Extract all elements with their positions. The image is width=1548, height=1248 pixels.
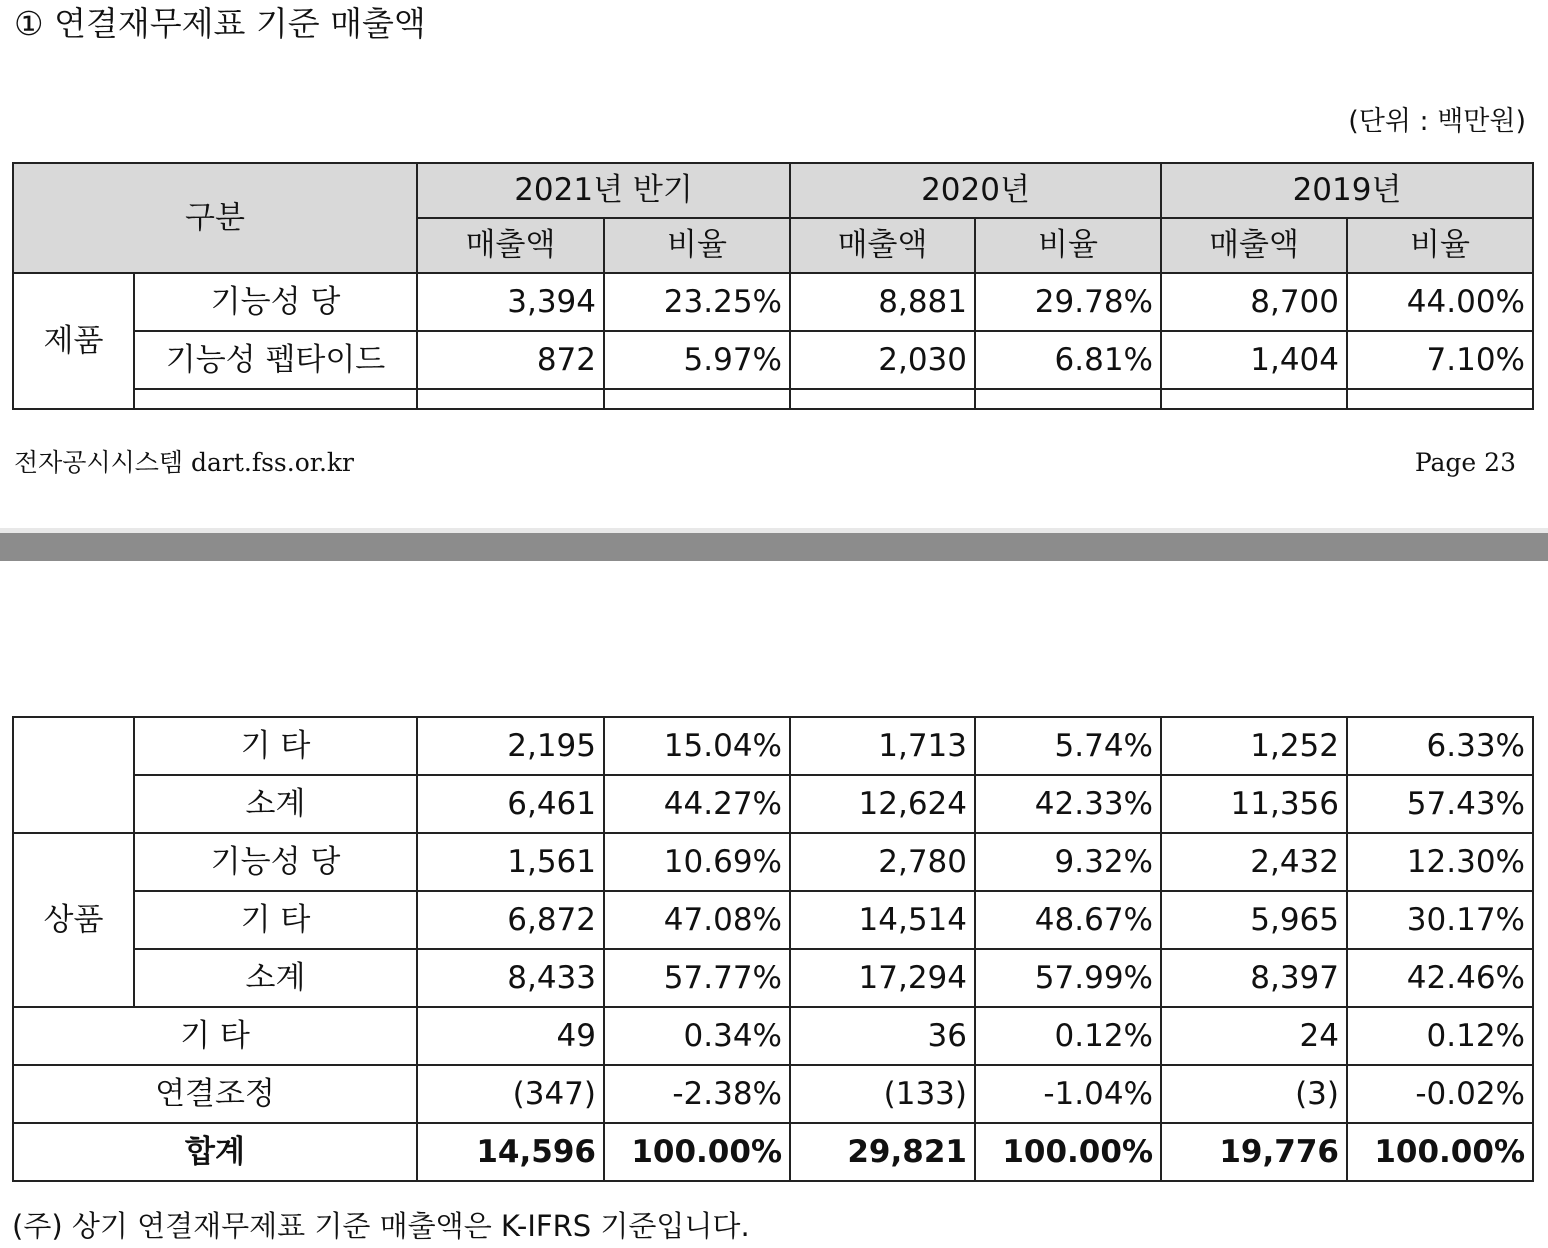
sales-table-top [12, 162, 1534, 410]
table-row [13, 1007, 1533, 1065]
cell-ratio: 12.30% [1347, 833, 1533, 891]
table-row [13, 717, 1533, 775]
group-product: 제품 [13, 273, 134, 409]
cell-ratio: 42.46% [1347, 949, 1533, 1007]
cell-ratio: 57.43% [1347, 775, 1533, 833]
table-row-cut [13, 389, 1533, 409]
cell-sales: 3,394 [417, 273, 604, 331]
cell-ratio: 5.97% [604, 331, 790, 389]
cell-sales: 29,821 [790, 1123, 975, 1181]
cell-sales: 8,881 [790, 273, 975, 331]
cell-ratio: 48.67% [975, 891, 1161, 949]
cell-ratio: 47.08% [604, 891, 790, 949]
table-row-total [13, 1123, 1533, 1181]
cell-ratio: 57.99% [975, 949, 1161, 1007]
cell-ratio: 29.78% [975, 273, 1161, 331]
cell-ratio: 6.33% [1347, 717, 1533, 775]
row-label-total: 합계 [13, 1123, 417, 1181]
cell-sales: 872 [417, 331, 604, 389]
cell-sales: 1,404 [1161, 331, 1347, 389]
table-row [13, 891, 1533, 949]
cell-ratio: 6.81% [975, 331, 1161, 389]
cell-ratio: -1.04% [975, 1065, 1161, 1123]
cell-ratio: 44.00% [1347, 273, 1533, 331]
table-row [13, 949, 1533, 1007]
cell-ratio: 57.77% [604, 949, 790, 1007]
row-label: 기 타 [134, 717, 417, 775]
cell-ratio: 100.00% [1347, 1123, 1533, 1181]
cell-sales: 1,713 [790, 717, 975, 775]
sales-table-bottom [12, 716, 1534, 1182]
header-ratio: 비율 [1347, 218, 1533, 273]
cell-sales: 12,624 [790, 775, 975, 833]
cell-sales: 14,514 [790, 891, 975, 949]
row-label: 소계 [134, 775, 417, 833]
group-goods: 상품 [13, 833, 134, 1007]
row-label-adjustment: 연결조정 [13, 1065, 417, 1123]
cell-ratio: 0.12% [975, 1007, 1161, 1065]
table-row [13, 273, 1533, 331]
header-sales: 매출액 [417, 218, 604, 273]
cell-ratio: 7.10% [1347, 331, 1533, 389]
row-label: 기능성 펩타이드 [134, 331, 417, 389]
unit-label: (단위 : 백만원) [1348, 106, 1526, 137]
cell-sales: 8,700 [1161, 273, 1347, 331]
cell-ratio: 30.17% [1347, 891, 1533, 949]
cell-sales: 1,561 [417, 833, 604, 891]
cell-sales: 24 [1161, 1007, 1347, 1065]
row-label: 기능성 당 [134, 273, 417, 331]
header-category: 구분 [13, 163, 417, 273]
table-row [13, 1065, 1533, 1123]
cell-sales: 1,252 [1161, 717, 1347, 775]
row-label: 기 타 [134, 891, 417, 949]
cell-ratio: -2.38% [604, 1065, 790, 1123]
group-product-continued [13, 717, 134, 833]
row-label: 기능성 당 [134, 833, 417, 891]
cell-sales: 36 [790, 1007, 975, 1065]
cell-ratio: 0.12% [1347, 1007, 1533, 1065]
cell-ratio: 15.04% [604, 717, 790, 775]
footer-page-number: Page 23 [1414, 448, 1516, 477]
cell-sales: 2,432 [1161, 833, 1347, 891]
cell-sales: (133) [790, 1065, 975, 1123]
cell-ratio: 100.00% [604, 1123, 790, 1181]
cell-ratio: 44.27% [604, 775, 790, 833]
cell-sales: 5,965 [1161, 891, 1347, 949]
header-ratio: 비율 [975, 218, 1161, 273]
cell-ratio: -0.02% [1347, 1065, 1533, 1123]
cell-ratio: 10.69% [604, 833, 790, 891]
cell-sales: 2,780 [790, 833, 975, 891]
cell-sales: 14,596 [417, 1123, 604, 1181]
cell-ratio: 9.32% [975, 833, 1161, 891]
cell-ratio: 100.00% [975, 1123, 1161, 1181]
header-sales: 매출액 [1161, 218, 1347, 273]
header-period-2019: 2019년 [1161, 163, 1533, 218]
header-sales: 매출액 [790, 218, 975, 273]
header-period-2020: 2020년 [790, 163, 1161, 218]
cell-sales: (347) [417, 1065, 604, 1123]
cell-sales: 2,030 [790, 331, 975, 389]
cell-sales: 6,872 [417, 891, 604, 949]
cell-ratio: 5.74% [975, 717, 1161, 775]
cell-sales: 17,294 [790, 949, 975, 1007]
header-ratio: 비율 [604, 218, 790, 273]
cell-sales: 19,776 [1161, 1123, 1347, 1181]
row-label: 소계 [134, 949, 417, 1007]
table-row [13, 775, 1533, 833]
footnote: (주) 상기 연결재무제표 기준 매출액은 K-IFRS 기준입니다. [12, 1209, 750, 1243]
cell-sales: 6,461 [417, 775, 604, 833]
cell-sales: (3) [1161, 1065, 1347, 1123]
table-row [13, 331, 1533, 389]
cell-sales: 8,433 [417, 949, 604, 1007]
cell-ratio: 23.25% [604, 273, 790, 331]
cell-sales: 2,195 [417, 717, 604, 775]
table-row [13, 833, 1533, 891]
page-divider [0, 533, 1548, 561]
cell-ratio: 42.33% [975, 775, 1161, 833]
cell-sales: 49 [417, 1007, 604, 1065]
header-period-2021h1: 2021년 반기 [417, 163, 790, 218]
cell-ratio: 0.34% [604, 1007, 790, 1065]
row-label-other: 기 타 [13, 1007, 417, 1065]
section-title: ① 연결재무제표 기준 매출액 [14, 4, 426, 43]
footer-source: 전자공시시스템 dart.fss.or.kr [14, 448, 355, 477]
cell-sales: 11,356 [1161, 775, 1347, 833]
cell-sales: 8,397 [1161, 949, 1347, 1007]
